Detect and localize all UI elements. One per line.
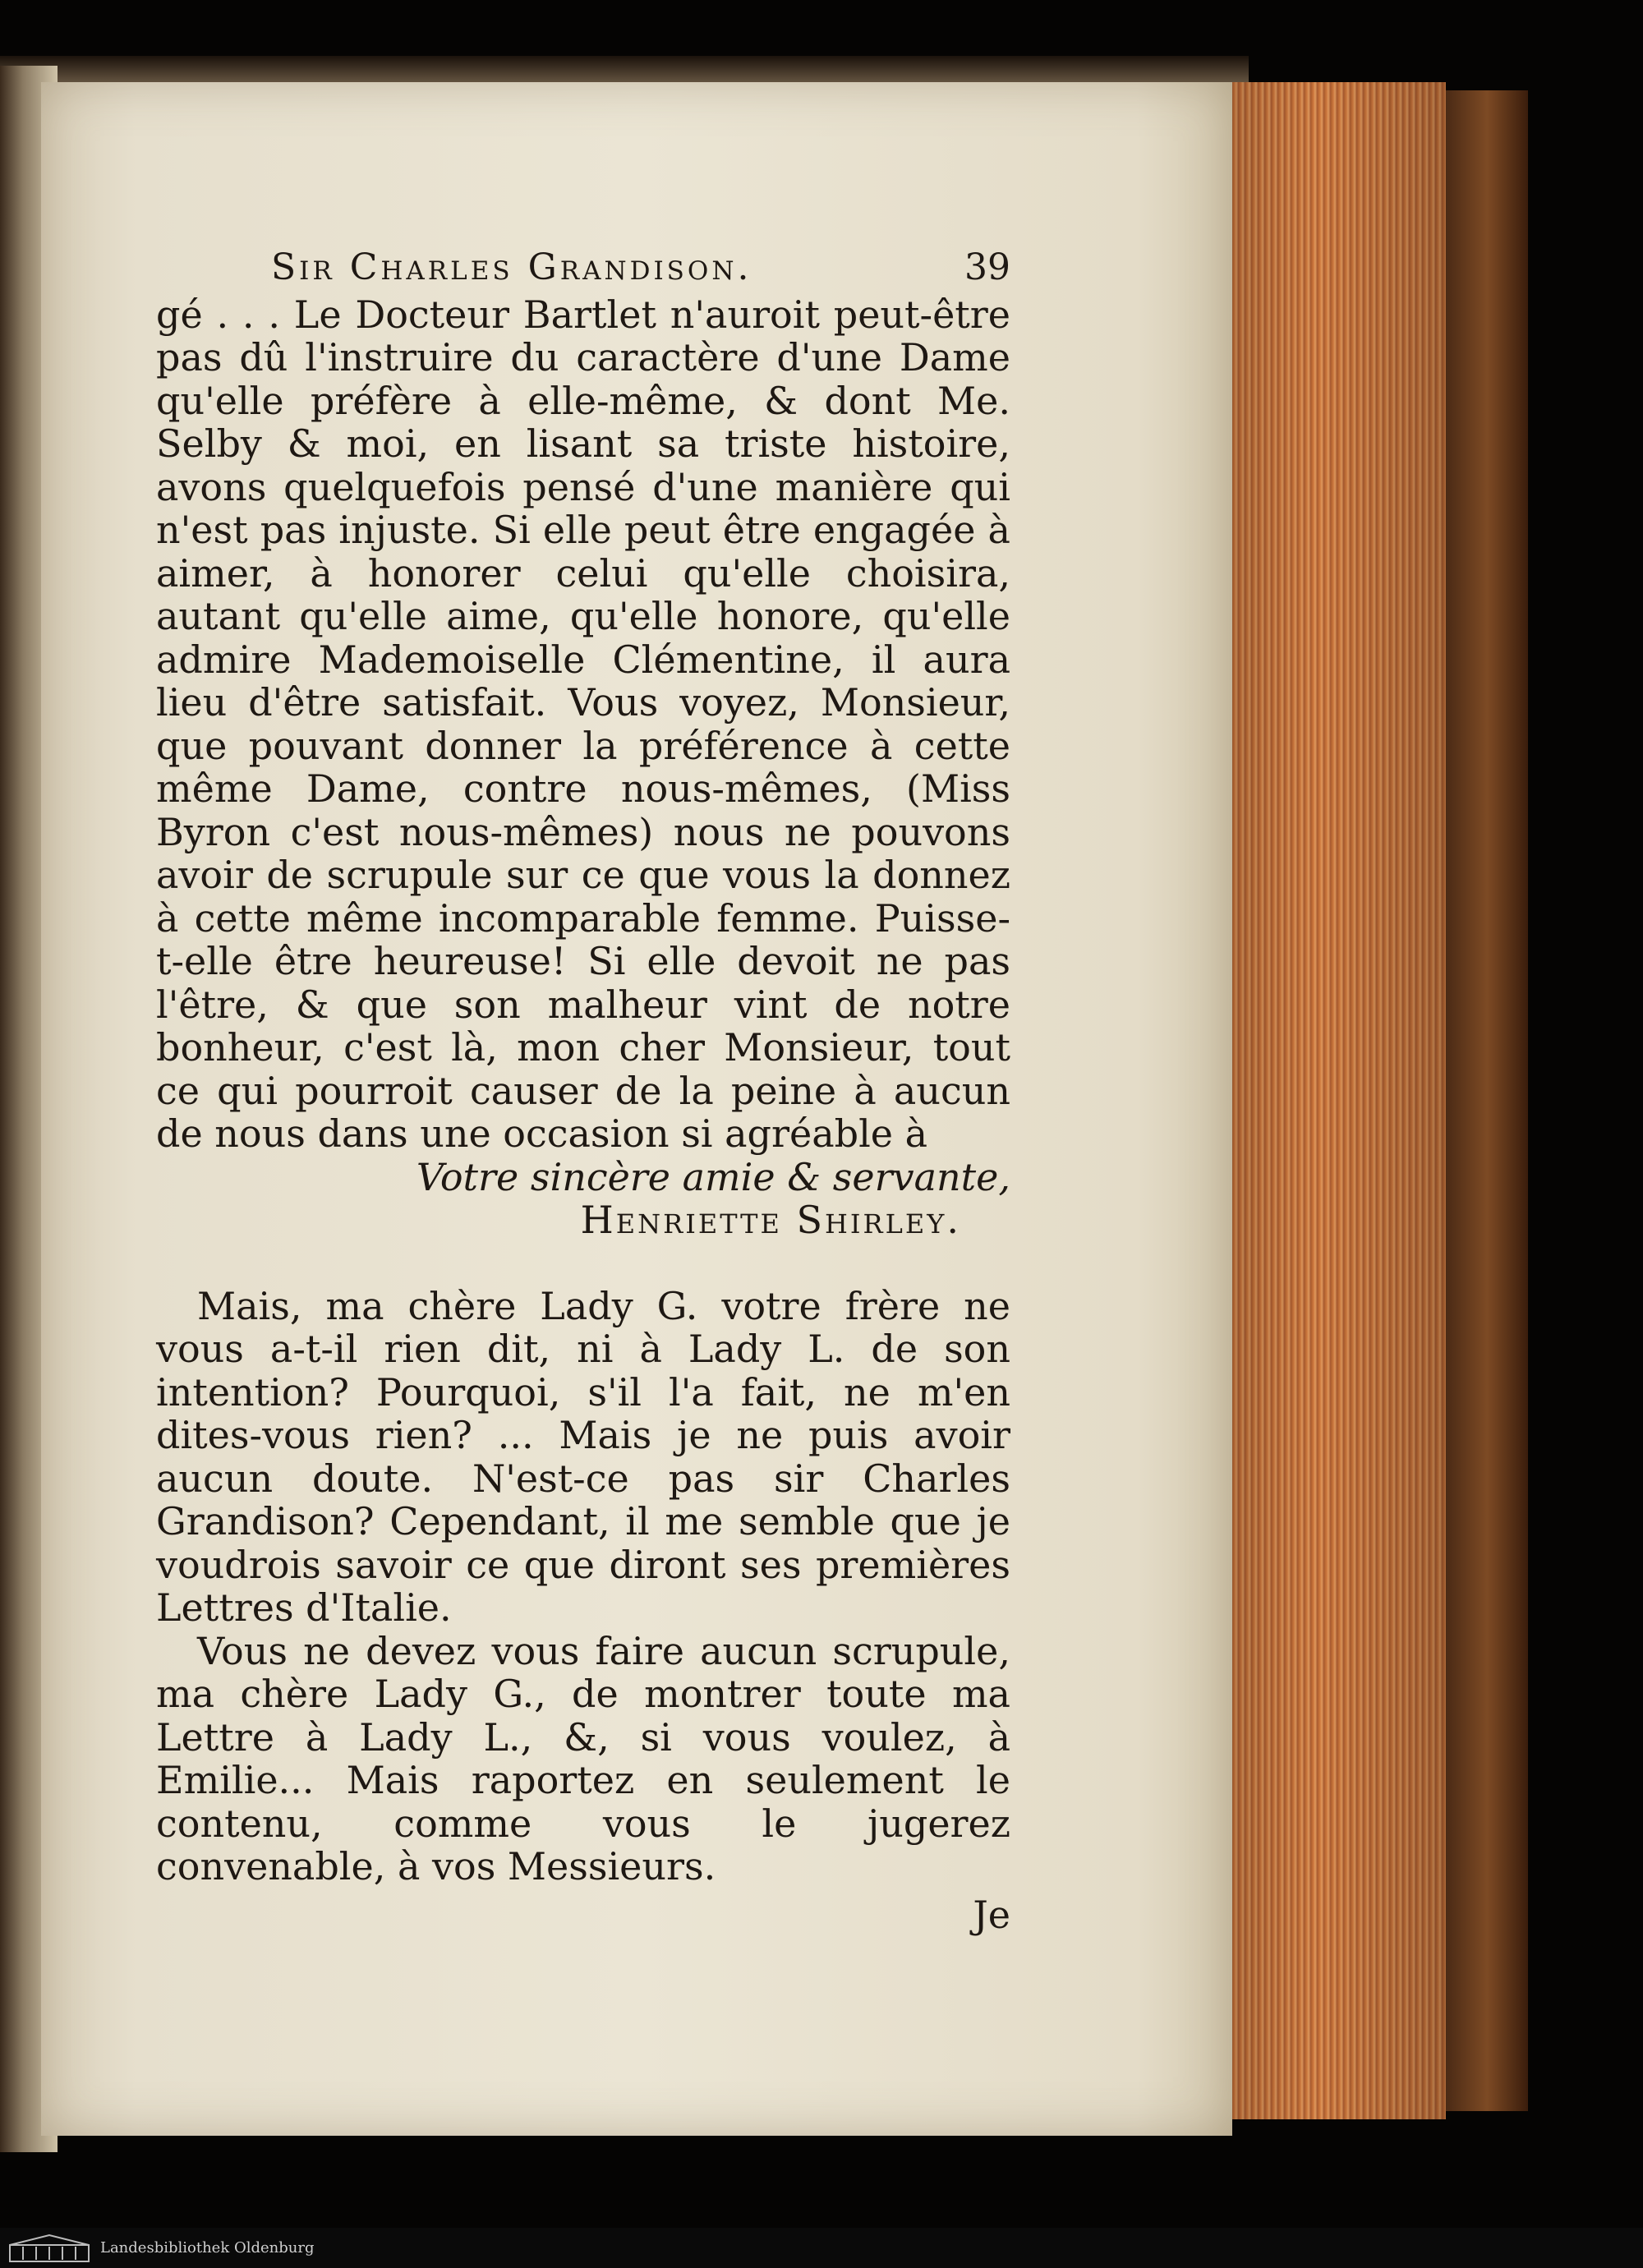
paragraph-gap bbox=[156, 1242, 1010, 1285]
letter-closing: Votre sincère amie & servante, bbox=[416, 1154, 1010, 1199]
running-title: Sir Charles Grandison. bbox=[271, 246, 752, 288]
catchword: Je bbox=[973, 1892, 1010, 1937]
fore-edge-shade bbox=[1232, 82, 1446, 2119]
book-cover-edge bbox=[1446, 90, 1528, 2111]
footer-bar bbox=[0, 2228, 1643, 2268]
paragraph-2: Mais, ma chère Lady G. votre frère ne vous a-t-il rien dit, ni à Lady L. de son intention? Pourquoi, s'il l'a fait, ne m'en dites-vous rien? ... Mais je ne puis avoir aucun doute. N'est-ce pas sir Charles Grandison? Cependant, il me semble que je voudrois savoir ce que diront ses premières Lettres d'Italie. bbox=[156, 1283, 1010, 1630]
letter-paragraph: gé . . . Le Docteur Bartlet n'auroit peut-être pas dû l'instruire du caractère d'une Dame qu'elle préfère à elle-même, & dont Me. Selby & moi, en lisant sa triste histoire, avons quelquefois pensé d'une manière qui n'est pas injuste. Si elle peut être engagée à aimer, à honorer celui qu'elle choisira, autant qu'elle aime, qu'elle honore, qu'elle admire Mademoiselle Clémentine, il aura lieu d'être satisfait. Vous voyez, Monsieur, que pouvant donner la préférence à cette même Dame, contre nous-mêmes, (Miss Byron c'est nous-mêmes) nous ne pouvons avoir de scrupule sur ce que vous la donnez à cette même incomparable femme. Puisse-t-elle être heureuse! Si elle devoit ne pas l'être, & que son malheur vint de notre bonheur, c'est là, mon cher Monsieur, tout ce qui pourroit causer de la peine à aucun de nous dans une occasion si agréable à bbox=[156, 292, 1010, 1156]
page-number: 39 bbox=[964, 246, 1010, 288]
letter-signature: Henriette Shirley. bbox=[580, 1198, 961, 1242]
library-name: Landesbibliothek Oldenburg bbox=[100, 2239, 315, 2256]
paragraph-3: Vous ne devez vous faire aucun scrupule, ma chère Lady G., de montrer toute ma Lettre à Lady L., &, si vous voulez, à Emilie... Mais raportez en seulement le contenu, comme vous le jugerez convenable, à vos Messieurs. bbox=[156, 1628, 1010, 1888]
library-logo-icon bbox=[8, 2233, 90, 2263]
page-text-block bbox=[156, 246, 1010, 1936]
running-head bbox=[271, 246, 1010, 290]
